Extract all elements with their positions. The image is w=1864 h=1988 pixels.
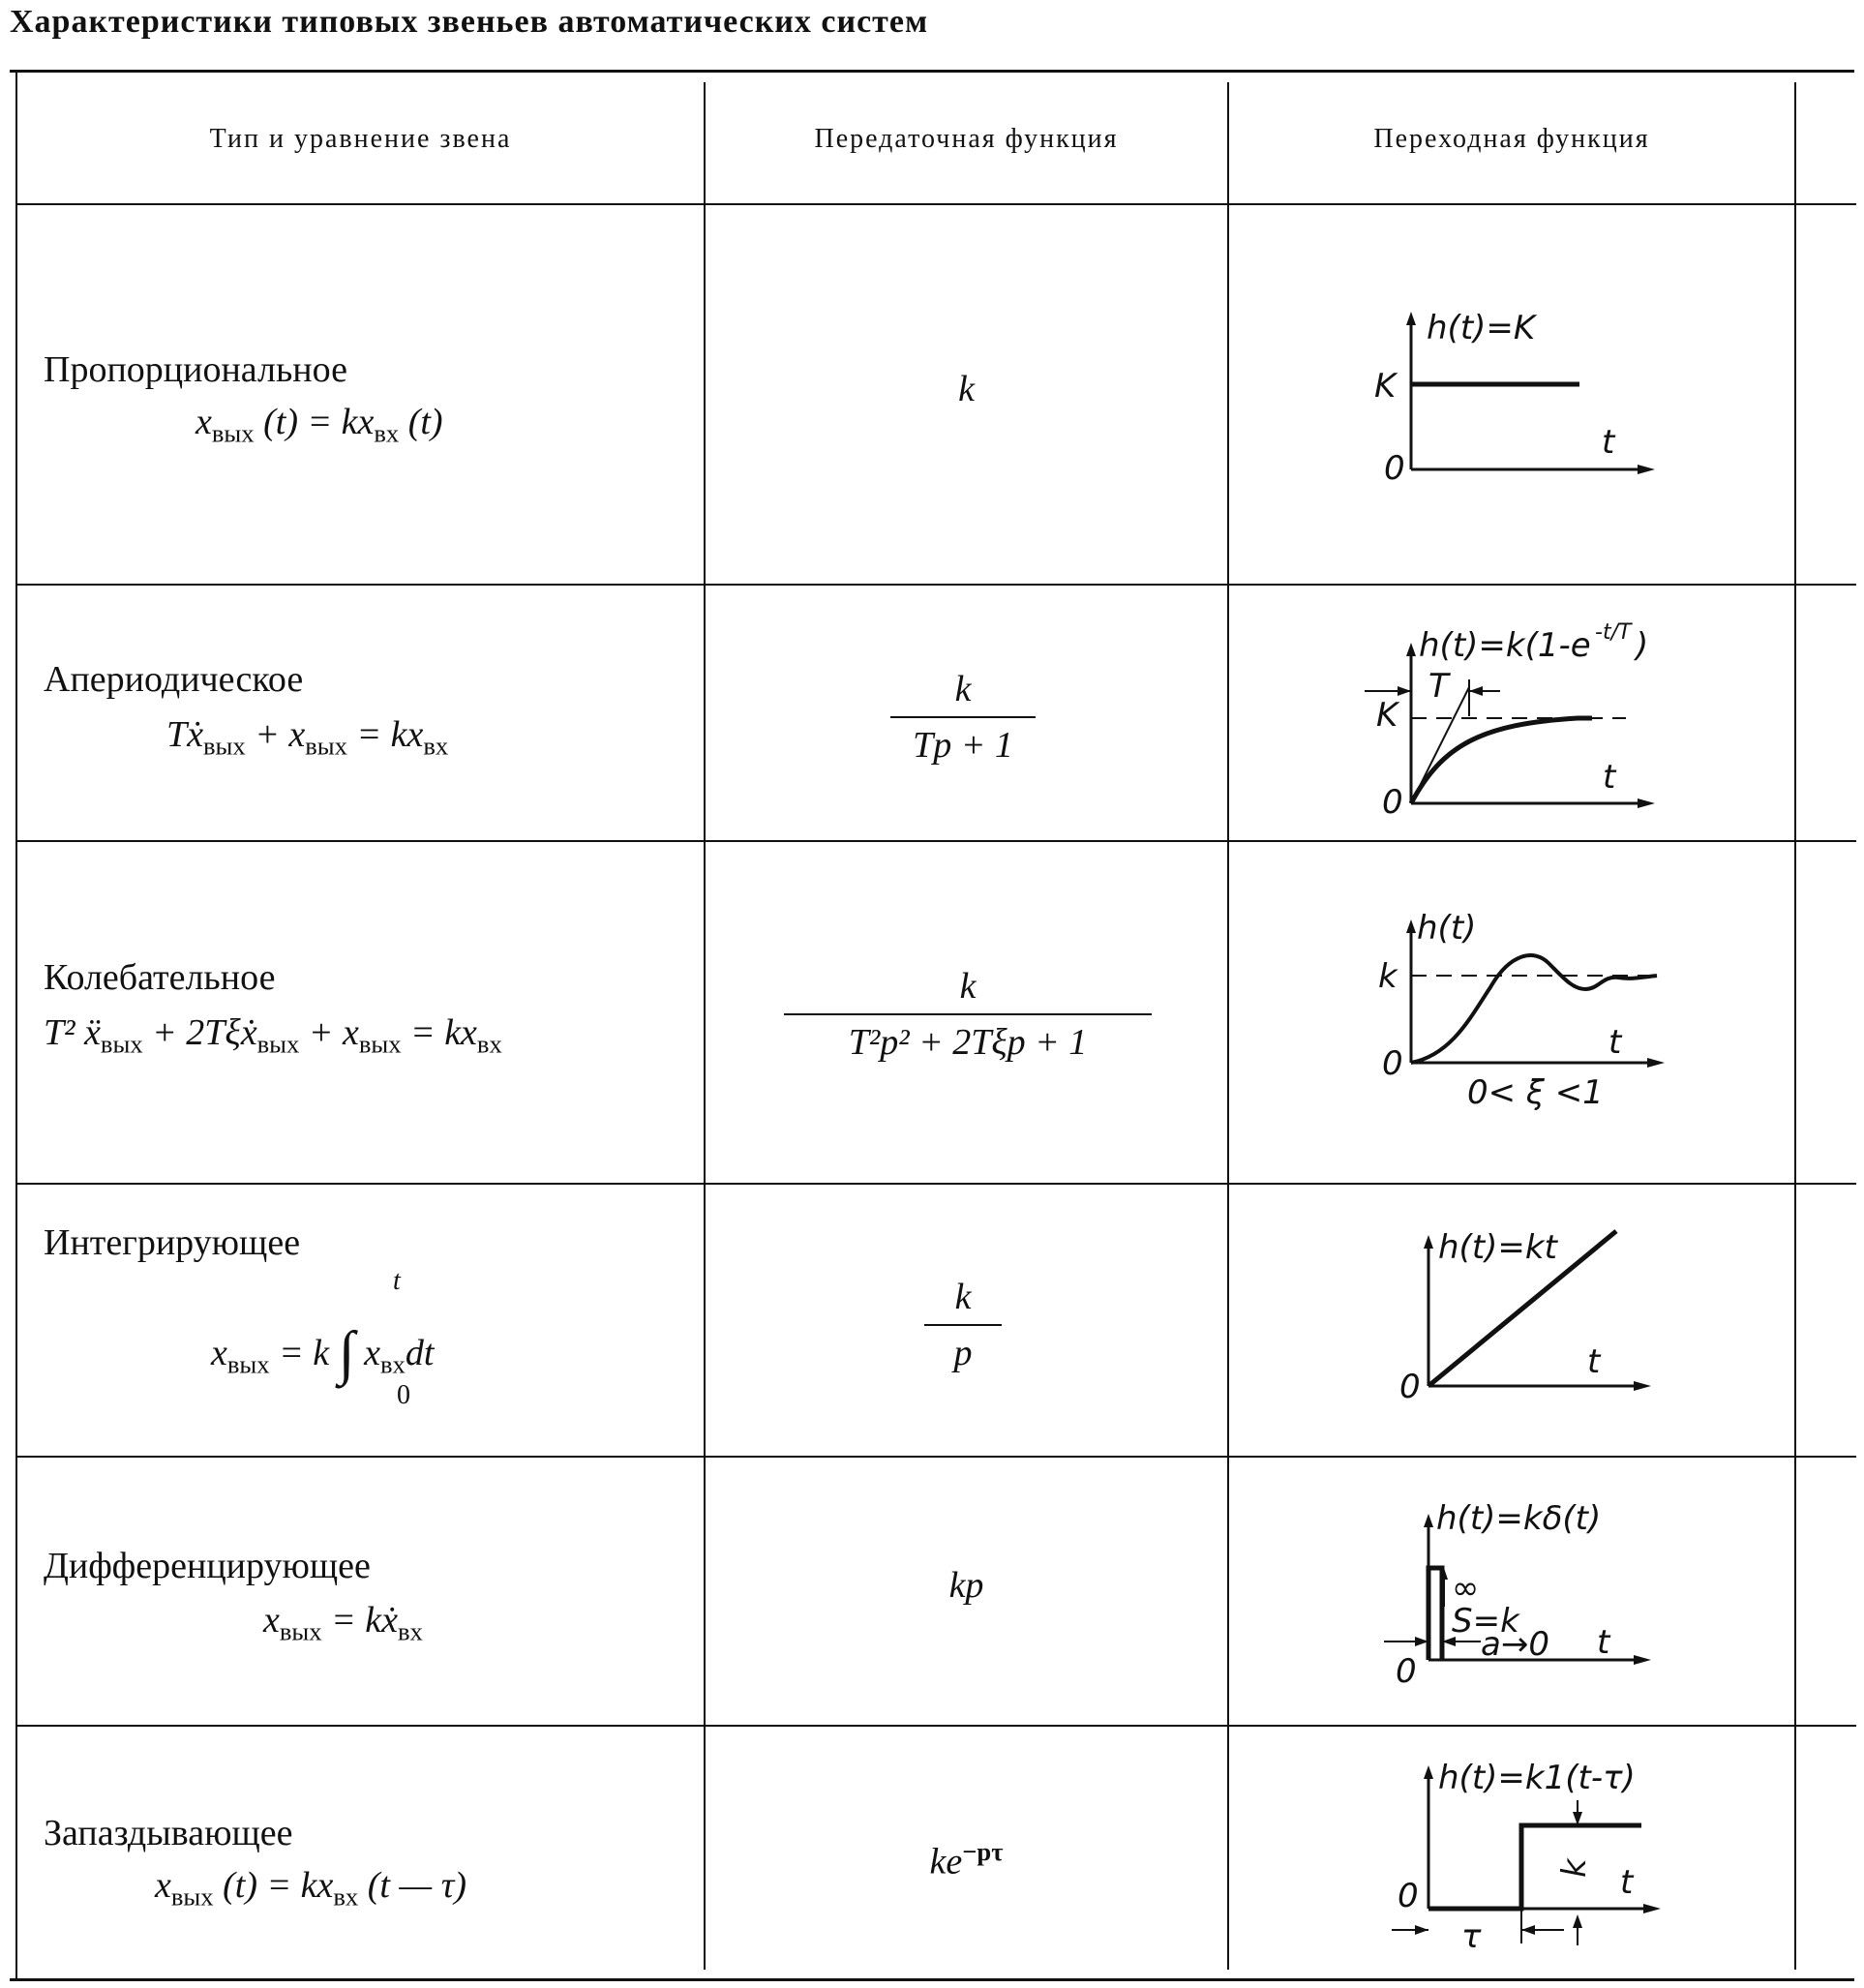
plot-close: ) — [1636, 626, 1649, 665]
integral-lower-limit: 0 — [397, 1380, 410, 1410]
row-rule-1 — [17, 584, 1856, 586]
row-name-differentiating: Дифференцирующее — [44, 1546, 371, 1586]
row-rule-3 — [17, 1183, 1856, 1185]
plot-zero: 0 — [1396, 1652, 1417, 1691]
plot-exp: -t/T — [1595, 620, 1632, 645]
plot-k: K — [1376, 696, 1398, 735]
step-plot-delay — [1374, 1742, 1684, 1965]
plot-condition: 0< ξ <1 — [1467, 1073, 1604, 1112]
row-equation-proportional: $x_{вых}$ $(t) = kx_{вх}$ (t) — [195, 402, 443, 448]
col-divider-1 — [704, 82, 706, 1970]
fraction-bar — [890, 716, 1036, 718]
row-name-integrating: Интегрирующее — [44, 1222, 301, 1263]
transfer-num: k — [954, 669, 972, 709]
table-top-rule — [10, 70, 1854, 73]
header-type: Тип и уравнение звена — [209, 124, 512, 154]
transfer-differentiating: kp — [948, 1565, 984, 1606]
transfer-den: p — [953, 1333, 973, 1373]
transfer-proportional: k — [958, 369, 975, 409]
row-name-oscillatory: Колебательное — [44, 957, 276, 998]
plot-k: k — [1378, 957, 1398, 996]
plot-t: t — [1608, 1023, 1622, 1062]
row-equation-integrating: $x_{вых} = k$ ∫ $x_{вх}dt$ — [211, 1320, 435, 1386]
transfer-num: k — [959, 966, 977, 1007]
plot-t: t — [1587, 1342, 1601, 1381]
row-rule-2 — [17, 840, 1856, 842]
col-divider-3 — [1794, 82, 1796, 1970]
header-step: Переходная функция — [1373, 124, 1650, 154]
integral-sign: ∫ — [338, 1320, 355, 1386]
row-equation-delay: $x_{вых}$ $(t) = kx_{вх}$ (t — τ) — [155, 1865, 466, 1912]
step-plot-oscillatory — [1355, 910, 1674, 1123]
plot-label: h(t)=K — [1427, 309, 1536, 347]
row-equation-differentiating: $x_{вых}$ = kẋ$_{вх}$ — [263, 1600, 423, 1646]
plot-zero: 0 — [1399, 1368, 1421, 1406]
plot-k: K — [1374, 367, 1397, 406]
row-rule-5 — [17, 1725, 1856, 1727]
row-name-proportional: Пропорциональное — [44, 349, 347, 390]
transfer-den: T²p² + 2Tξp + 1 — [848, 1022, 1088, 1063]
fraction-bar — [924, 1324, 1002, 1326]
plot-infinity: ∞ — [1452, 1569, 1480, 1608]
header-transfer: Передаточная функция — [814, 124, 1119, 154]
plot-label: h(t)=kt — [1438, 1228, 1557, 1267]
transfer-den: Tp + 1 — [913, 725, 1013, 766]
transfer-aperiodic — [890, 668, 1036, 767]
step-plot-integrating — [1374, 1220, 1684, 1413]
transfer-num: k — [954, 1277, 972, 1317]
row-equation-oscillatory: T² ẍ$_{вых}$ + 2Tξẋ$_{вых}$ + $x_{вых} = kx_{вх}$ — [44, 1012, 502, 1059]
step-plot-proportional — [1355, 309, 1665, 488]
row-rule-4 — [17, 1456, 1856, 1458]
transfer-oscillatory — [784, 965, 1152, 1064]
plot-T: T — [1428, 667, 1449, 706]
plot-t: t — [1603, 758, 1616, 797]
row-name-delay: Запаздывающее — [44, 1813, 293, 1853]
plot-label: h(t)=k(1-e — [1419, 626, 1591, 665]
plot-label: h(t)=k1(t-τ) — [1438, 1759, 1636, 1797]
integral-upper-limit: t — [393, 1266, 401, 1296]
row-name-aperiodic: Апериодическое — [44, 659, 304, 700]
row-equation-aperiodic: Tẋ$_{вых}$ + $x_{вых} = kx_{вх}$ — [166, 714, 449, 761]
plot-width: a→0 — [1481, 1625, 1549, 1664]
step-plot-differentiating — [1374, 1491, 1684, 1703]
plot-label: h(t)=kδ(t) — [1436, 1499, 1602, 1538]
plot-zero: 0 — [1398, 1877, 1419, 1915]
col-divider-left — [15, 73, 17, 1979]
table-bottom-rule — [10, 1978, 1854, 1981]
transfer-delay: $ke^{-p\tau}$ — [929, 1837, 1004, 1883]
plot-tau: τ — [1461, 1917, 1482, 1956]
col-divider-2 — [1227, 82, 1229, 1970]
page-title: Характеристики типовых звеньев автоматических систем — [10, 4, 929, 40]
plot-t: t — [1602, 423, 1615, 462]
plot-zero: 0 — [1384, 449, 1405, 488]
header-rule — [17, 203, 1856, 205]
plot-zero: 0 — [1382, 1044, 1403, 1083]
plot-t: t — [1620, 1863, 1634, 1902]
plot-k: k — [1555, 1858, 1594, 1878]
plot-area: S=k — [1452, 1602, 1519, 1641]
plot-t: t — [1597, 1623, 1610, 1662]
step-plot-aperiodic — [1355, 610, 1665, 823]
transfer-integrating — [924, 1276, 1002, 1374]
fraction-bar — [784, 1013, 1152, 1015]
plot-zero: 0 — [1382, 783, 1403, 822]
plot-label: h(t) — [1417, 909, 1477, 948]
